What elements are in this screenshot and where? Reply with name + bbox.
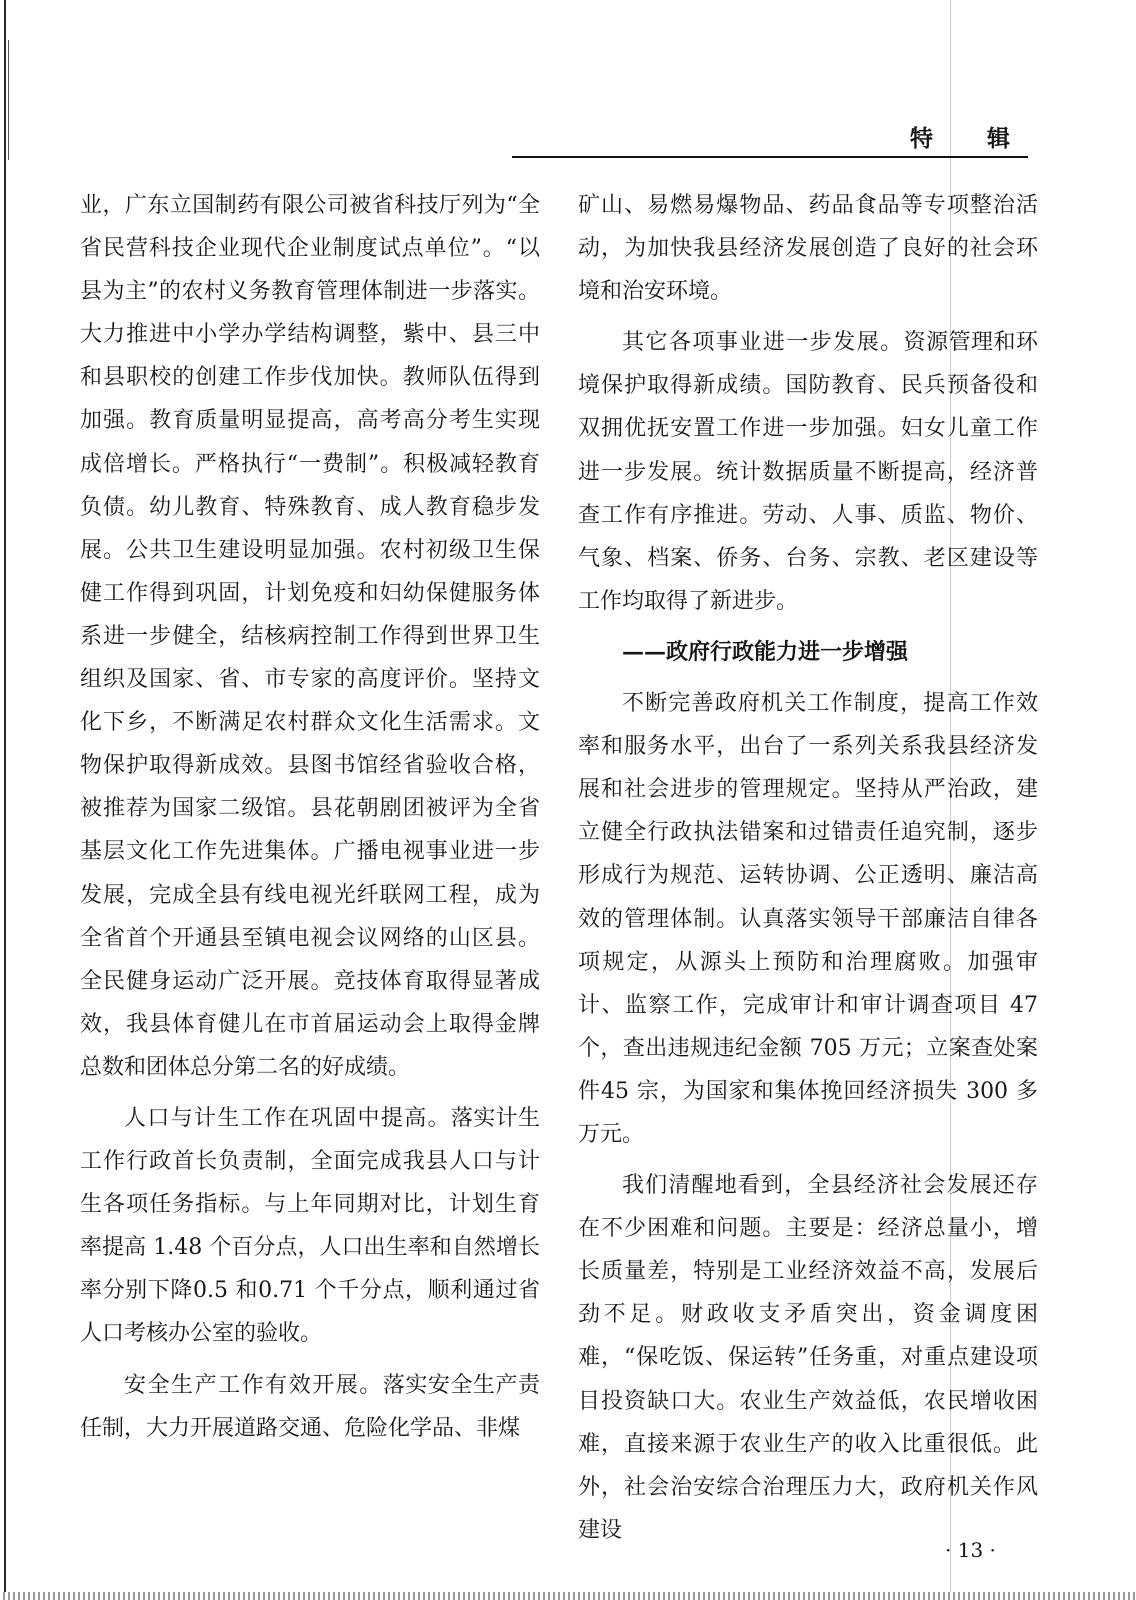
left-column [80,184,540,1458]
scan-bottom-edge [0,1592,1136,1600]
paragraph-body-safety: 落实安全生产责任制，大力开展道路交通、危险化学品、非煤 [80,1372,540,1441]
paragraph-lead-other: 其它各项事业进一步发展。 [622,330,904,356]
paragraph-lead-population: 人口与计生工作在巩固中提高。 [124,1105,451,1131]
section-header [910,120,1010,153]
paragraph-body-population: 落实计生工作行政首长负责制，全面完成我县人口与计生各项任务指标。与上年同期对比，计划生育率提高 1.48 个百分点，人口出生率和自然增长率分别下降0.5 和0.71 个千分点，顺利通过省人口考核办公室的验收。 [80,1105,540,1347]
right-paragraph-3: 不断完善政府机关工作制度，提高工作效率和服务水平，出台了一系列关系我县经济发展和社会进步的管理规定。坚持从严治政，建立健全行政执法错案和过错责任追究制，逐步形成行为规范、运转协调、公正透明、廉洁高效的管理体制。认真落实领导干部廉洁自律各项规定，从源头上预防和治理腐败。加强审计、监察工作，完成审计和审计调查项目 47 个，查出违规违纪金额 705 万元；立案查处案件45 宗，为国家和集体挽回经济损失 300 多万元。 [578,691,1038,1147]
header-rule [512,156,1028,158]
right-paragraph-4: 我们清醒地看到，全县经济社会发展还存在不少困难和问题。主要是：经济总量小，增长质量差，特别是工业经济效益不高，发展后劲不足。财政收支矛盾突出，资金调度困难，“保吃饭、保运转”任务重，对重点建设项目投资缺口大。农业生产效益低，农民增收困难，直接来源于农业生产的收入比重很低。此外，社会治安综合治理压力大，政府机关作风建设 [578,1173,1038,1543]
right-paragraph-1: 矿山、易燃易爆物品、药品食品等专项整治活动，为加快我县经济发展创造了良好的社会环境和治安环境。 [578,193,1038,305]
paragraph-lead-safety: 安全生产工作有效开展。 [124,1372,383,1398]
right-column [578,184,1038,1560]
left-paragraph-1: 业，广东立国制药有限公司被省科技厅列为“全省民营科技企业现代企业制度试点单位”。“以县为主”的农村义务教育管理体制进一步落实。大力推进中小学办学结构调整，紫中、县三中和县职校的创建工作步伐加快。教师队伍得到加强。教育质量明显提高，高考高分考生实现成倍增长。严格执行“一费制”。积极减轻教育负债。幼儿教育、特殊教育、成人教育稳步发展。公共卫生建设明显加强。农村初级卫生保健工作得到巩固，计划免疫和妇幼保健服务体系进一步健全，结核病控制工作得到世界卫生组织及国家、省、市专家的高度评价。坚持文化下乡，不断满足农村群众文化生活需求。文物保护取得新成效。县图书馆经省验收合格，被推荐为国家二级馆。县花朝剧团被评为全省基层文化工作先进集体。广播电视事业进一步发展，完成全县有线电视光纤联网工程，成为全省首个开通县至镇电视会议网络的山区县。全民健身运动广泛开展。竞技体育取得显著成效，我县体育健儿在市首届运动会上取得金牌总数和团体总分第二名的好成绩。 [80,193,540,1080]
left-paragraph-2 [80,1097,540,1356]
subheading: ——政府行政能力进一步增强 [622,638,909,665]
section-header-char-1: 特 [910,125,933,152]
right-paragraph-2 [578,321,1038,623]
paragraph-body-other: 资源管理和环境保护取得新成绩。国防教育、民兵预备役和双拥优抚安置工作进一步加强。妇女儿童工作进一步发展。统计数据质量不断提高，经济普查工作有序推进。劳动、人事、质监、物价、气象、档案、侨务、台务、宗教、老区建设等工作均取得了新进步。 [578,330,1038,614]
section-header-char-2: 辑 [987,125,1010,152]
scan-edge-mark [8,40,9,160]
page-number: · 13 · [945,1538,996,1562]
left-paragraph-3 [80,1364,540,1450]
scan-edge-line [4,0,6,1600]
